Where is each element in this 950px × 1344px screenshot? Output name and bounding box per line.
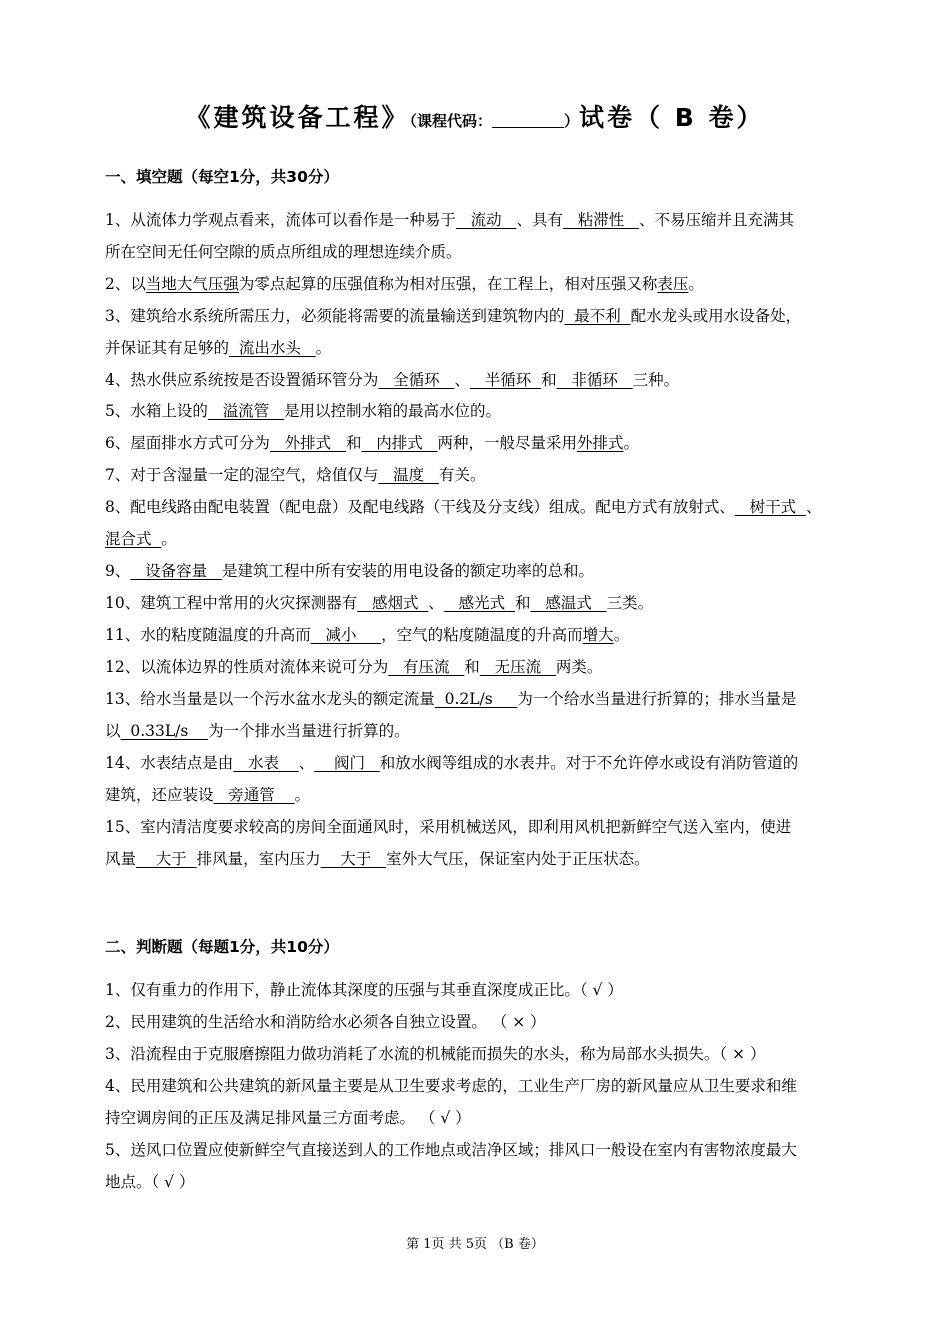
answer-blank: 外排式 (577, 434, 624, 452)
question-text: 4、民用建筑和公共建筑的新风量主要是从卫生要求考虑的，工业生产厂房的新风量应从卫生要求和维 (105, 1077, 797, 1095)
question-text: 5、水箱上设的 (105, 402, 208, 420)
question-text: 、不易压缩并且充满其 (639, 211, 795, 229)
question-text: 6、屋面排水方式可分为 (105, 434, 270, 452)
question-text: 14、水表结点是由 (105, 754, 234, 772)
answer-blank: 减小 (310, 626, 382, 644)
question-text: 。 (161, 530, 177, 548)
answer-blank: 阀门 (314, 754, 380, 772)
answer-blank: 混合式 (105, 530, 162, 548)
question-text: 2、以 (105, 275, 146, 293)
question-text: 15、室内清洁度要求较高的房间全面通风时，采用机械送风，即利用风机把新鲜空气送入室内，使进 (105, 818, 792, 836)
question-line (105, 849, 650, 869)
title-suffix: 试卷（ B 卷） (579, 103, 765, 132)
question-line (105, 497, 822, 517)
answer-blank: 旁通管 (213, 786, 295, 804)
answer-blank: 水表 (233, 754, 299, 772)
question-text: 10、建筑工程中常用的火灾探测器有 (105, 594, 358, 612)
question-line (105, 561, 594, 581)
question-text: 为零点起算的压强值称为相对压强，在工程上，相对压强又称 (238, 275, 658, 293)
answer-blank: 有压流 (388, 658, 465, 676)
question-text: 2、民用建筑的生活给水和消防给水必须各自独立设置。 （ × ） (105, 1013, 546, 1031)
question-text: 以 (105, 722, 121, 740)
answer-blank: 表压 (657, 275, 689, 293)
question-text: 风量 (105, 850, 137, 868)
question-text: 建筑，还应装设 (105, 786, 214, 804)
question-text: 4、热水供应系统按是否设置循环管分为 (105, 371, 379, 389)
question-text: 和 (345, 434, 362, 452)
answer-blank: 0.33L/s (120, 722, 209, 740)
course-code-blank (492, 109, 564, 128)
answer-blank: 内排式 (361, 434, 438, 452)
answer-blank: 大于 (320, 850, 387, 868)
question-line (105, 465, 485, 485)
question-text: 为一个排水当量进行折算的。 (208, 722, 410, 740)
question-text: 两类。 (555, 658, 603, 676)
question-line (105, 721, 410, 741)
question-text: 和放水阀等组成的水表井。对于不允许停水或设有消防管道的 (379, 754, 799, 772)
answer-blank: 半循环 (469, 371, 542, 389)
answer-blank: 最不利 (564, 307, 631, 325)
question-line (105, 980, 623, 1000)
question-text: 12、以流体边界的性质对流体来说可分为 (105, 658, 389, 676)
question-text: 有关。 (438, 466, 486, 484)
question-text: 13、给水当量是以一个污水盆水龙头的额定流量 (105, 690, 435, 708)
answer-blank: 流出水头 (229, 339, 316, 357)
question-text: 三类。 (606, 594, 654, 612)
question-text: 所在空间无任何空隙的质点所组成的理想连续介质。 (105, 243, 462, 261)
question-line (105, 1140, 797, 1160)
question-text: 8、配电线路由配电装置（配电盘）及配电线路（干线及分支线）组成。配电方式有放射式、 (105, 498, 735, 516)
answer-blank: 增大 (582, 626, 614, 644)
answer-blank: 溢流管 (207, 402, 284, 420)
answer-blank: 无压流 (479, 658, 556, 676)
answer-blank: 流动 (455, 211, 517, 229)
question-line (105, 370, 679, 390)
question-line (105, 433, 639, 453)
question-text: 三种。 (632, 371, 680, 389)
question-line (105, 1108, 471, 1128)
answer-blank: 设备容量 (130, 562, 222, 580)
question-text: 两种，一般尽量采用 (437, 434, 578, 452)
answer-blank: 感光式 (443, 594, 516, 612)
question-text: 3、沿流程由于克服磨擦阻力做功消耗了水流的机械能而损失的水头，称为局部水头损失。（ × ） (105, 1045, 766, 1063)
question-text: 、具有 (516, 211, 563, 229)
question-line (105, 753, 798, 773)
question-line (105, 338, 331, 358)
question-text: 。 (688, 275, 704, 293)
question-line (105, 1044, 765, 1064)
question-text: 为一个给水当量进行折算的；排水当量是 (517, 690, 797, 708)
question-text: 持空调房间的正压及满足排风量三方面考虑。 （ √ ） (105, 1109, 471, 1127)
question-text: 室外大气压，保证室内处于正压状态。 (386, 850, 650, 868)
question-text: 、 (298, 754, 315, 772)
answer-blank: 粘滞性 (562, 211, 640, 229)
question-line (105, 785, 310, 805)
answer-blank: 树干式 (734, 498, 807, 516)
page-title (0, 98, 950, 134)
answer-blank: 温度 (378, 466, 439, 484)
question-text: 3、建筑给水系统所需压力，必须能将需要的流量输送到建筑物内的 (105, 307, 565, 325)
course-code-close: ） (564, 112, 580, 130)
question-text: 7、对于含湿量一定的湿空气，焓值仅与 (105, 466, 379, 484)
answer-blank: 大于 (136, 850, 197, 868)
question-text: 是用以控制水箱的最高水位的。 (283, 402, 501, 420)
answer-blank: 0.2L/s (434, 690, 518, 708)
question-text: ，空气的粘度随温度的升高而 (381, 626, 583, 644)
question-line (105, 529, 177, 549)
question-text: 1、仅有重力的作用下，静止流体其深度的压强与其垂直深度成正比。（ √ ） (105, 981, 623, 999)
question-line (105, 689, 796, 709)
question-text: 。 (623, 434, 640, 452)
answer-blank: 外排式 (269, 434, 346, 452)
answer-blank: 当地大气压强 (145, 275, 239, 293)
question-text: 、 (806, 498, 822, 516)
page-footer: 第 1页 共 5页 （B 卷） (406, 1237, 544, 1252)
question-text: 配水龙头或用水设备处， (630, 307, 802, 325)
question-line (105, 242, 462, 262)
question-line (105, 1012, 546, 1032)
answer-blank: 全循环 (378, 371, 455, 389)
question-text: 。 (315, 339, 332, 357)
question-line (105, 401, 501, 421)
answer-blank: 感烟式 (357, 594, 429, 612)
question-line (105, 274, 704, 294)
question-text: 11、水的粘度随温度的升高而 (105, 626, 311, 644)
answer-blank: 感温式 (530, 594, 607, 612)
question-text: 5、送风口位置应使新鲜空气直接送到人的工作地点或洁净区域；排风口一般设在室内有害物浓度最大 (105, 1141, 797, 1159)
section-true-false-heading: 二、判断题（每题1分，共10分） (105, 938, 339, 956)
question-text: 并保证其有足够的 (105, 339, 230, 357)
question-line (105, 625, 629, 645)
question-text: 9、 (105, 562, 131, 580)
course-code-label: （课程代码： (409, 112, 493, 130)
question-text: 排风量，室内压力 (196, 850, 321, 868)
question-text: 和 (464, 658, 480, 676)
question-line (105, 306, 801, 326)
question-text: 。 (294, 786, 311, 804)
question-line (105, 210, 794, 230)
question-line (105, 1076, 797, 1096)
question-text: 、 (454, 371, 470, 389)
question-text: 和 (515, 594, 531, 612)
question-text: 是建筑工程中所有安装的用电设备的额定功率的总和。 (221, 562, 594, 580)
title-main: 《建筑设备工程》 (185, 103, 410, 132)
question-text: 和 (541, 371, 557, 389)
question-text: 。 (613, 626, 630, 644)
question-text: 地点。（ √ ） (105, 1173, 195, 1191)
question-line (105, 593, 653, 613)
question-text: 1、从流体力学观点看来，流体可以看作是一种易于 (105, 211, 456, 229)
question-line (105, 1172, 194, 1192)
question-line (105, 657, 602, 677)
question-text: 、 (428, 594, 444, 612)
question-line (105, 817, 791, 837)
section-fill-blank-heading: 一、填空题（每空1分，共30分） (105, 168, 339, 186)
answer-blank: 非循环 (556, 371, 633, 389)
